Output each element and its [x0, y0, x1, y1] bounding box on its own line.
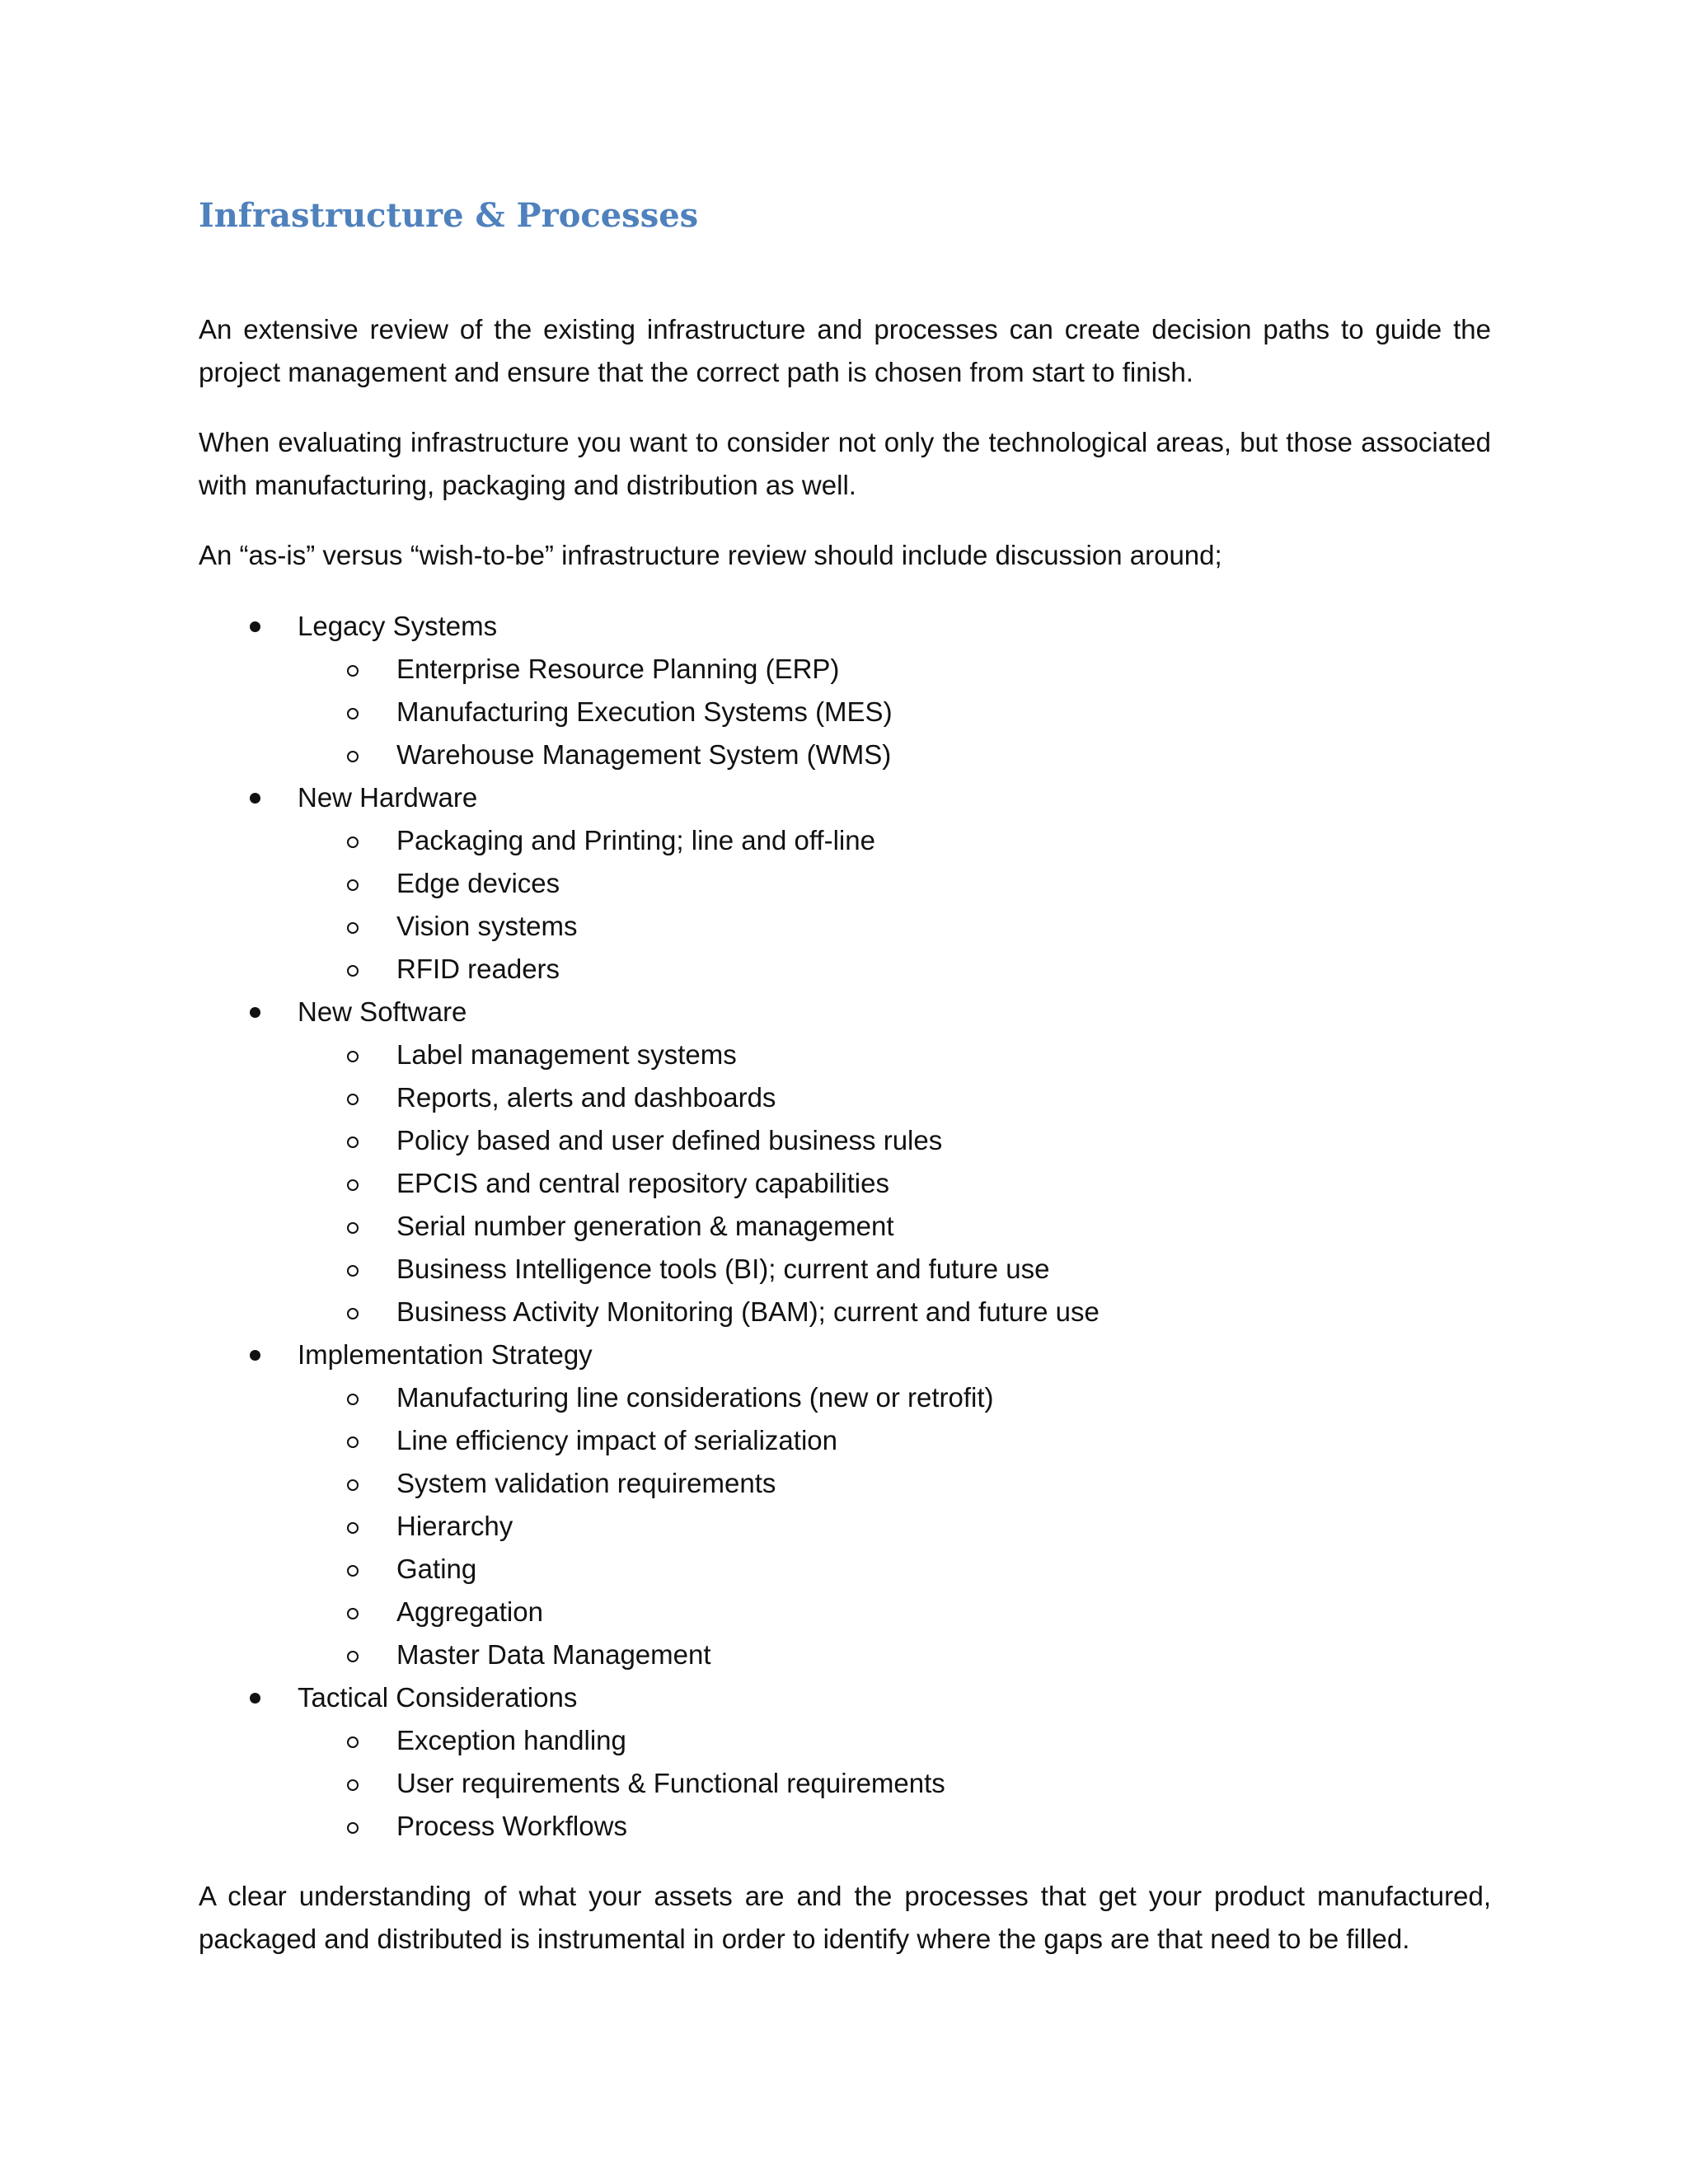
sublist-item: [298, 733, 1491, 776]
list-item-label: Legacy Systems: [298, 611, 498, 641]
sublist-item: [298, 1548, 1491, 1591]
filled-bullet-icon: [250, 621, 260, 632]
sublist-item-label: Business Activity Monitoring (BAM); current and future use: [396, 1296, 1100, 1327]
list-item-label: New Hardware: [298, 782, 478, 813]
filled-bullet-icon: [250, 793, 260, 804]
sublist-item: [298, 948, 1491, 991]
sublist-item-label: Process Workflows: [396, 1811, 627, 1841]
sublist-item-label: System validation requirements: [396, 1468, 776, 1498]
hollow-bullet-icon: [347, 751, 359, 762]
hollow-bullet-icon: [347, 1436, 359, 1448]
sublist-item-label: Warehouse Management System (WMS): [396, 739, 892, 770]
list-item-implementation-strategy: [199, 1333, 1491, 1676]
legacy-systems-sublist: [298, 648, 1491, 776]
hollow-bullet-icon: [347, 922, 359, 934]
sublist-item-label: Manufacturing Execution Systems (MES): [396, 696, 893, 727]
sublist-item-label: User requirements & Functional requirements: [396, 1768, 945, 1798]
sublist-item-label: Label management systems: [396, 1039, 737, 1070]
sublist-item-label: Enterprise Resource Planning (ERP): [396, 654, 840, 684]
hollow-bullet-icon: [347, 1736, 359, 1748]
document-body: [199, 196, 1491, 1961]
sublist-item-label: Policy based and user defined business rules: [396, 1125, 943, 1155]
discussion-topic-list: [199, 605, 1491, 1848]
hollow-bullet-icon: [347, 1522, 359, 1534]
hollow-bullet-icon: [347, 1651, 359, 1662]
sublist-item: [298, 1076, 1491, 1119]
sublist-item-label: Gating: [396, 1554, 477, 1584]
hollow-bullet-icon: [347, 1308, 359, 1319]
list-item-label: Tactical Considerations: [298, 1682, 578, 1713]
sublist-item-label: RFID readers: [396, 954, 560, 984]
new-hardware-sublist: [298, 819, 1491, 991]
sublist-item: [298, 1419, 1491, 1462]
sublist-item: [298, 1248, 1491, 1291]
hollow-bullet-icon: [347, 1394, 359, 1405]
sublist-item: [298, 1162, 1491, 1205]
sublist-item-label: EPCIS and central repository capabilities: [396, 1168, 889, 1198]
closing-paragraph: A clear understanding of what your assets are and the processes that get your product manufactured, packaged and distributed is instrumental in order to identify where the gaps are that need to be filled.: [199, 1881, 1491, 1954]
sublist-item: [298, 1205, 1491, 1248]
sublist-item: [298, 691, 1491, 733]
sublist-item: [298, 1762, 1491, 1805]
hollow-bullet-icon: [347, 1779, 359, 1791]
filled-bullet-icon: [250, 1350, 260, 1361]
list-item-legacy-systems: [199, 605, 1491, 776]
filled-bullet-icon: [250, 1007, 260, 1018]
sublist-item-label: Reports, alerts and dashboards: [396, 1082, 776, 1113]
hollow-bullet-icon: [347, 665, 359, 677]
sublist-item: [298, 1591, 1491, 1633]
sublist-item-label: Master Data Management: [396, 1639, 711, 1670]
hollow-bullet-icon: [347, 1137, 359, 1148]
hollow-bullet-icon: [347, 1051, 359, 1062]
hollow-bullet-icon: [347, 879, 359, 891]
sublist-item: [298, 1376, 1491, 1419]
implementation-strategy-sublist: [298, 1376, 1491, 1676]
hollow-bullet-icon: [347, 1179, 359, 1191]
intro-paragraph: An extensive review of the existing infrastructure and processes can create decision paths to guide the project management and ensure that the correct path is chosen from start to finish.: [199, 314, 1491, 387]
hollow-bullet-icon: [347, 1222, 359, 1234]
list-item-label: New Software: [298, 996, 467, 1027]
page-title: Infrastructure & Processes: [199, 196, 699, 235]
sublist-item: [298, 1119, 1491, 1162]
sublist-item-label: Hierarchy: [396, 1511, 513, 1541]
review-intro-paragraph: An “as-is” versus “wish-to-be” infrastructure review should include discussion around;: [199, 540, 1222, 570]
filled-bullet-icon: [250, 1693, 260, 1704]
sublist-item-label: Business Intelligence tools (BI); current and future use: [396, 1254, 1050, 1284]
sublist-item-label: Vision systems: [396, 911, 578, 941]
sublist-item: [298, 1462, 1491, 1505]
new-software-sublist: [298, 1033, 1491, 1333]
hollow-bullet-icon: [347, 1479, 359, 1491]
sublist-item: [298, 1805, 1491, 1848]
hollow-bullet-icon: [347, 1608, 359, 1619]
sublist-item: [298, 905, 1491, 948]
list-item-new-hardware: [199, 776, 1491, 991]
sublist-item-label: Aggregation: [396, 1596, 543, 1627]
evaluation-paragraph: When evaluating infrastructure you want to consider not only the technological areas, but those associated with manufacturing, packaging and distribution as well.: [199, 427, 1491, 500]
hollow-bullet-icon: [347, 1265, 359, 1277]
sublist-item: [298, 648, 1491, 691]
list-item-label: Implementation Strategy: [298, 1339, 593, 1370]
sublist-item: [298, 1633, 1491, 1676]
list-item-tactical-considerations: [199, 1676, 1491, 1848]
sublist-item: [298, 1291, 1491, 1333]
sublist-item: [298, 862, 1491, 905]
sublist-item-label: Edge devices: [396, 868, 560, 898]
sublist-item-label: Serial number generation & management: [396, 1211, 894, 1241]
hollow-bullet-icon: [347, 965, 359, 977]
sublist-item: [298, 819, 1491, 862]
hollow-bullet-icon: [347, 1094, 359, 1105]
tactical-considerations-sublist: [298, 1719, 1491, 1848]
sublist-item-label: Manufacturing line considerations (new or retrofit): [396, 1382, 994, 1413]
sublist-item-label: Line efficiency impact of serialization: [396, 1425, 837, 1455]
hollow-bullet-icon: [347, 837, 359, 848]
sublist-item: [298, 1719, 1491, 1762]
list-item-new-software: [199, 991, 1491, 1333]
sublist-item-label: Exception handling: [396, 1725, 626, 1755]
sublist-item: [298, 1505, 1491, 1548]
hollow-bullet-icon: [347, 1822, 359, 1834]
hollow-bullet-icon: [347, 708, 359, 719]
sublist-item-label: Packaging and Printing; line and off-line: [396, 825, 875, 855]
sublist-item: [298, 1033, 1491, 1076]
hollow-bullet-icon: [347, 1565, 359, 1577]
